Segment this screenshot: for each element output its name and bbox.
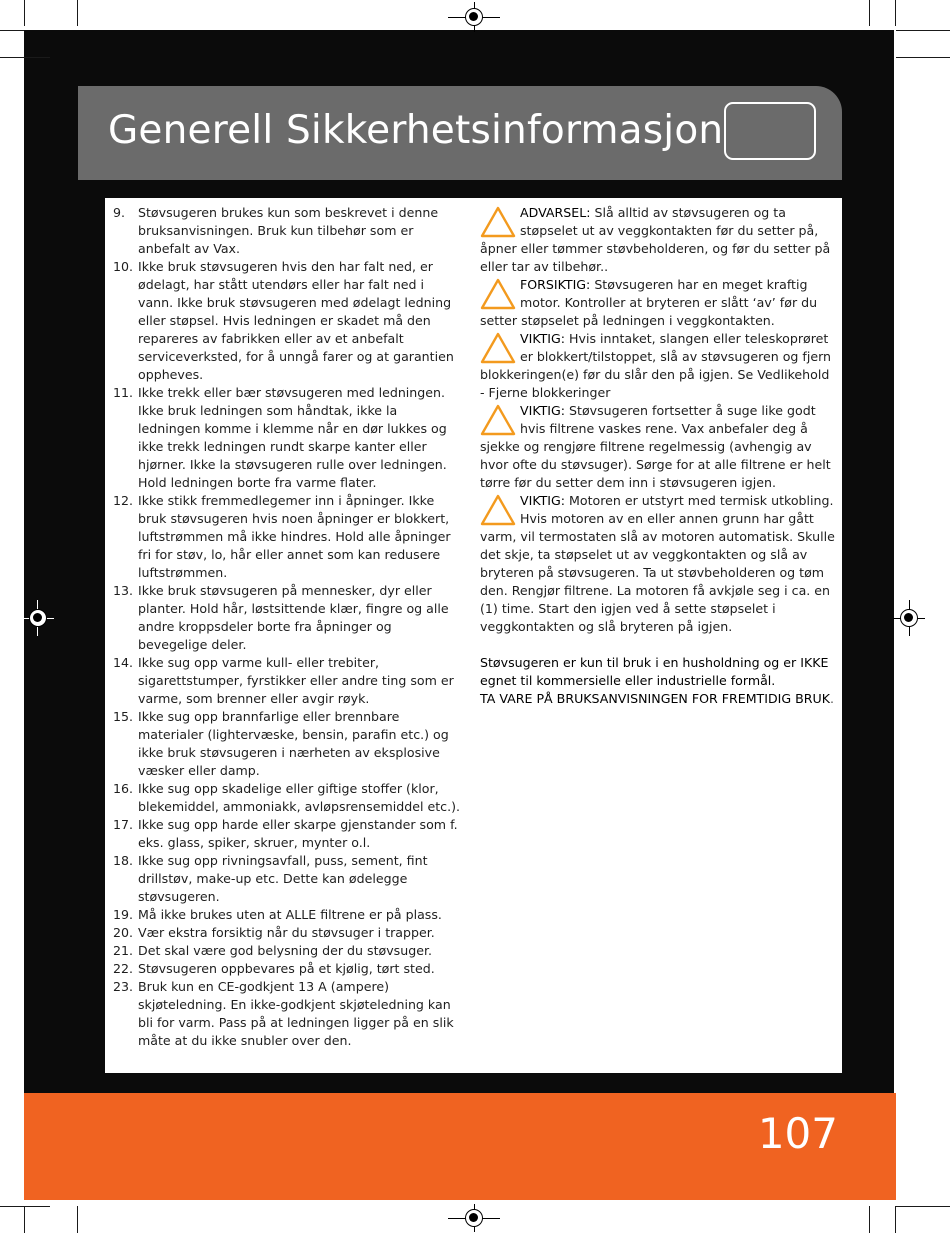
list-item-text: Støvsugeren oppbevares på et kjølig, tørt sted. bbox=[138, 961, 435, 976]
list-item-number: 13. bbox=[113, 583, 134, 598]
list-item-number: 20. bbox=[113, 925, 134, 940]
list-item-number: 9. bbox=[113, 205, 126, 220]
list-item-text: Ikke sug opp skadelige eller giftige stoffer (klor, blekemiddel, ammoniakk, avløpsrensemiddel etc.). bbox=[138, 781, 460, 814]
crop-mark bbox=[0, 57, 50, 58]
list-item-number: 16. bbox=[113, 781, 134, 796]
crop-mark bbox=[896, 57, 950, 58]
warning-triangle-icon bbox=[480, 206, 516, 238]
list-item-text: Ikke sug opp rivningsavfall, puss, sement, fint drillstøv, make-up etc. Dette kan ødelegge støvsugeren. bbox=[138, 853, 428, 904]
list-item-number: 14. bbox=[113, 655, 134, 670]
list-item bbox=[113, 258, 463, 384]
footer-bar bbox=[24, 1093, 896, 1200]
warning-triangle-icon bbox=[480, 494, 516, 526]
list-item bbox=[113, 384, 463, 492]
crop-mark bbox=[895, 0, 896, 26]
list-item bbox=[113, 780, 463, 816]
registration-mark-icon bbox=[29, 609, 47, 627]
crop-mark bbox=[77, 0, 78, 26]
list-item-text: Ikke sug opp harde eller skarpe gjenstander som f. eks. glass, spiker, skruer, mynter o.l. bbox=[138, 817, 458, 850]
registration-mark-icon bbox=[465, 8, 483, 26]
list-item bbox=[113, 582, 463, 654]
warning-text: Motoren er utstyrt med termisk utkobling. Hvis motoren av en eller annen grunn har gått varm, vil termostaten slå av motoren automatisk. Skulle det skje, ta støpselet ut av veggkontakten og slå av bryteren på støvsugeren. Ta ut støvbeholderen og tøm den. Rengjør filtrene. La motoren få avkjøle seg i ca. en (1) time. Start den igjen ved å sette støpselet i veggkontakten og slå bryteren på igjen. bbox=[480, 493, 835, 634]
list-item-text: Ikke sug opp varme kull- eller trebiter, sigarettstumper, fyrstikker eller andre ting som er varme, som brenner eller avgir røyk. bbox=[138, 655, 454, 706]
warning-paragraph bbox=[480, 276, 835, 330]
registration-mark-icon bbox=[465, 1209, 483, 1227]
list-item bbox=[113, 492, 463, 582]
list-item-number: 22. bbox=[113, 961, 134, 976]
warning-paragraph bbox=[480, 402, 835, 492]
title-bar bbox=[78, 86, 842, 180]
warning-text: Slå alltid av støvsugeren og ta støpselet ut av veggkontakten før du setter på, åpner eller tømmer støvbeholderen, og før du setter på eller tar av tilbehør.. bbox=[480, 205, 831, 274]
list-item-number: 10. bbox=[113, 259, 134, 274]
list-item-number: 23. bbox=[113, 979, 134, 994]
list-item bbox=[113, 204, 463, 258]
crop-mark bbox=[896, 1206, 950, 1207]
crop-mark bbox=[896, 30, 950, 31]
list-item-number: 11. bbox=[113, 385, 134, 400]
warning-keyword: VIKTIG: bbox=[520, 493, 566, 508]
list-item-text: Ikke sug opp brannfarlige eller brennbare materialer (lightervæske, bensin, parafin etc.) og ikke bruk støvsugeren i nærheten av eksplosive væsker eller damp. bbox=[138, 709, 449, 778]
list-item bbox=[113, 906, 463, 924]
warning-paragraph bbox=[480, 330, 835, 402]
list-item-text: Må ikke brukes uten at ALLE filtrene er på plass. bbox=[138, 907, 442, 922]
list-item-text: Støvsugeren brukes kun som beskrevet i denne bruksanvisningen. Bruk kun tilbehør som er anbefalt av Vax. bbox=[138, 205, 439, 256]
list-item bbox=[113, 816, 463, 852]
warning-keyword: VIKTIG: bbox=[520, 403, 566, 418]
list-item bbox=[113, 942, 463, 960]
list-item bbox=[113, 708, 463, 780]
list-item-text: Det skal være god belysning der du støvsuger. bbox=[138, 943, 432, 958]
household-note bbox=[480, 654, 835, 708]
list-item-number: 19. bbox=[113, 907, 134, 922]
list-item-text: Ikke stikk fremmedlegemer inn i åpninger. Ikke bruk støvsugeren hvis noen åpninger er blokkert, luftstrømmen må ikke hindres. Hold alle åpninger fri for støv, lo, hår eller annet som kan redusere luftstrømmen. bbox=[138, 493, 451, 580]
warning-triangle-icon bbox=[480, 332, 516, 364]
warning-paragraph bbox=[480, 492, 835, 636]
crop-mark bbox=[0, 1206, 50, 1207]
warning-paragraph bbox=[480, 204, 835, 276]
crop-mark bbox=[77, 1206, 78, 1233]
list-item-number: 12. bbox=[113, 493, 134, 508]
list-item-text: Vær ekstra forsiktig når du støvsuger i trapper. bbox=[138, 925, 435, 940]
warning-text: Støvsugeren har en meget kraftig motor. Kontroller at bryteren er slått ‘av’ før du setter støpselet på ledningen i veggkontakten. bbox=[480, 277, 818, 328]
list-item bbox=[113, 978, 463, 1050]
safety-list bbox=[113, 204, 463, 1050]
keep-manual-period: . bbox=[830, 691, 835, 706]
page-number: 107 bbox=[757, 1109, 838, 1158]
title-badge-box bbox=[724, 102, 816, 160]
household-note-line2 bbox=[480, 690, 835, 708]
list-item-number: 21. bbox=[113, 943, 134, 958]
list-item-number: 18. bbox=[113, 853, 134, 868]
warning-text: Hvis inntaket, slangen eller teleskoprøret er blokkert/tilstoppet, slå av støvsugeren og fjern blokkeringen(e) før du slår den på igjen. Se Vedlikehold - Fjerne blokkeringer bbox=[480, 331, 832, 400]
registration-mark-icon bbox=[900, 609, 918, 627]
household-note-line1: Støvsugeren er kun til bruk i en husholdning og er IKKE egnet til kommersielle eller industrielle formål. bbox=[480, 655, 829, 688]
page-title: Generell Sikkerhetsinformasjon bbox=[108, 108, 724, 153]
crop-mark bbox=[895, 1206, 896, 1233]
warning-keyword: VIKTIG: bbox=[520, 331, 566, 346]
list-item bbox=[113, 852, 463, 906]
warning-triangle-icon bbox=[480, 278, 516, 310]
content-area bbox=[105, 198, 842, 1073]
warning-triangle-icon bbox=[480, 404, 516, 436]
warnings-column bbox=[480, 204, 835, 708]
list-item-text: Bruk kun en CE-godkjent 13 A (ampere) skjøteledning. En ikke-godkjent skjøteledning kan bli for varm. Pass på at ledningen ligger på en slik måte at du ikke snubler over den. bbox=[138, 979, 454, 1048]
warning-text: Støvsugeren fortsetter å suge like godt hvis filtrene vaskes rene. Vax anbefaler deg å sjekke og rengjøre filtrene regelmessig (avhengig av hvor ofte du støvsuger). Sørge for at alle filtrene er helt tørre før du setter dem inn i støvsugeren igjen. bbox=[480, 403, 831, 490]
list-item-text: Ikke bruk støvsugeren hvis den har falt ned, er ødelagt, har stått utendørs eller har falt ned i vann. Ikke bruk støvsugeren med ødelagt ledning eller støpsel. Hvis ledningen er skadet må den repareres av fabrikken eller av et anbefalt serviceverksted, for å unngå farer og at garantien oppheves. bbox=[138, 259, 454, 382]
crop-mark bbox=[24, 1206, 25, 1233]
list-item-text: Ikke trekk eller bær støvsugeren med ledningen. Ikke bruk ledningen som håndtak, ikke la ledningen komme i klemme når en dør lukkes og ikke trekk ledningen rundt skarpe kanter eller hjørner. Ikke la støvsugeren rulle over ledningen. Hold ledningen borte fra varme flater. bbox=[138, 385, 447, 490]
crop-mark bbox=[0, 30, 24, 31]
list-item bbox=[113, 960, 463, 978]
warning-keyword: FORSIKTIG: bbox=[520, 277, 591, 292]
warning-keyword: ADVARSEL: bbox=[520, 205, 591, 220]
list-item-number: 15. bbox=[113, 709, 134, 724]
crop-mark bbox=[24, 0, 25, 26]
list-item bbox=[113, 924, 463, 942]
keep-manual-text: TA VARE PÅ BRUKSANVISNINGEN FOR FREMTIDIG BRUK bbox=[480, 691, 831, 706]
crop-mark bbox=[869, 0, 870, 26]
list-item-number: 17. bbox=[113, 817, 134, 832]
list-item bbox=[113, 654, 463, 708]
crop-mark bbox=[869, 1206, 870, 1233]
list-item-text: Ikke bruk støvsugeren på mennesker, dyr eller planter. Hold hår, løstsittende klær, fingre og alle andre kroppsdeler borte fra åpninger og bevegelige deler. bbox=[138, 583, 449, 652]
